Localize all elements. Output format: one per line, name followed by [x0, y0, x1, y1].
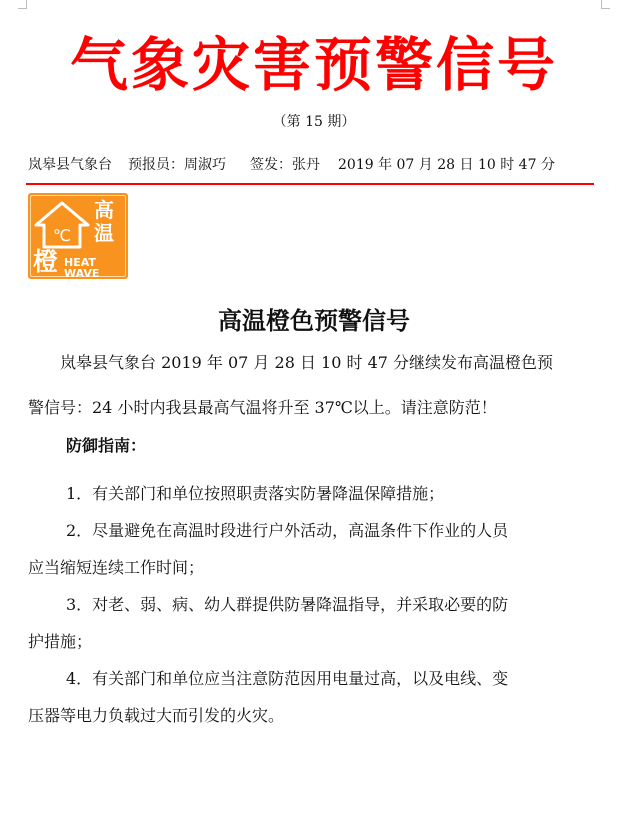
celsius-symbol: ℃ — [53, 226, 71, 245]
signal-char-wen: 温 — [94, 221, 114, 245]
signal-english-label: HEAT WAVE — [64, 256, 100, 279]
station-name: 岚皋县气象台 — [28, 157, 112, 173]
guide-item-4-line-1: 4．有关部门和单位应当注意防范因用电量过高，以及电线、变 — [66, 669, 509, 688]
issue-number: （第 15 期） — [272, 114, 356, 130]
document-title: 气象灾害预警信号 — [69, 31, 558, 99]
page-corner-mark-right — [601, 0, 610, 9]
signal-char-gao: 高 — [94, 198, 114, 222]
guide-item-2-line-1: 2．尽量避免在高温时段进行户外活动，高温条件下作业的人员 — [66, 521, 509, 540]
heat-wave-orange-signal-icon — [28, 193, 128, 279]
issuer-line — [28, 155, 555, 175]
defense-guide-heading: 防御指南： — [66, 436, 147, 455]
signer-name: 签发：张丹 — [250, 157, 320, 173]
guide-item-3-line-2: 护措施； — [28, 632, 93, 651]
intro-line-2: 警信号：24 小时内我县最高气温将升至 37℃以上。请注意防范！ — [28, 398, 497, 417]
guide-item-2-line-2: 应当缩短连续工作时间； — [28, 558, 205, 577]
issue-datetime: 2019 年 07 月 28 日 10 时 47 分 — [338, 157, 555, 173]
header-divider — [26, 183, 594, 185]
guide-item-1: 1．有关部门和单位按照职责落实防暑降温保障措施； — [66, 484, 445, 503]
page-corner-mark-left — [18, 0, 27, 9]
guide-item-4-line-2: 压器等电力负载过大而引发的火灾。 — [28, 706, 285, 725]
signal-title: 高温橙色预警信号 — [218, 307, 410, 335]
forecaster-name: 预报员：周淑巧 — [128, 157, 226, 173]
signal-char-cheng: 橙 — [33, 247, 59, 276]
intro-line-1: 岚皋县气象台 2019 年 07 月 28 日 10 时 47 分继续发布高温橙色预 — [60, 353, 554, 372]
guide-item-3-line-1: 3．对老、弱、病、幼人群提供防暑降温指导，并采取必要的防 — [66, 595, 509, 614]
house-thermometer-icon — [34, 201, 90, 249]
